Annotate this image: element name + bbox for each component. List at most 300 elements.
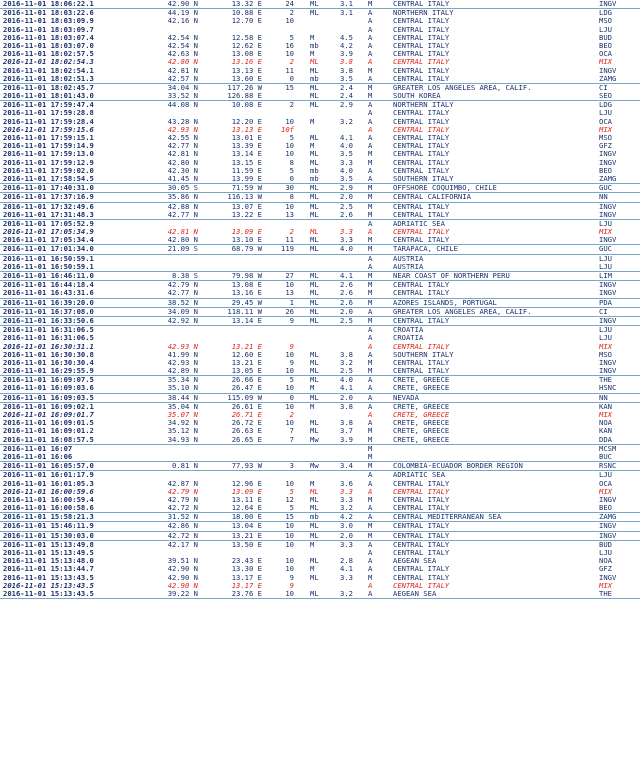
longitude: 13.11 E (231, 494, 262, 504)
magnitude-type: mb (310, 165, 319, 175)
automatic-revised-flag: A (368, 410, 373, 419)
magnitude-type: ML (310, 530, 319, 540)
region: CENTRAL ITALY (393, 116, 450, 126)
latitude: 42.90 N (167, 564, 198, 574)
event-datetime-link[interactable]: 2016-11-01 16:09:01.2 (3, 426, 94, 436)
depth: 119 (281, 244, 294, 254)
table-row (0, 255, 640, 263)
magnitude-type: ML (310, 57, 319, 67)
event-datetime-link[interactable]: 2016-11-01 18:02:57.5 (3, 49, 94, 59)
event-datetime-link[interactable]: 2016-11-01 16:39:20.0 (3, 297, 94, 307)
region: NEAR COAST OF NORTHERN PERU (393, 271, 510, 280)
latitude: 42.93 N (167, 341, 198, 351)
event-datetime-link[interactable]: 2016-11-01 16:31:06.5 (3, 333, 94, 343)
magnitude-type: ML (310, 297, 319, 307)
depth: 10 (285, 201, 294, 211)
event-datetime-link[interactable]: 2016-11-01 15:58:21.3 (3, 512, 94, 522)
latitude: 42.93 N (167, 124, 198, 134)
event-group (0, 394, 640, 403)
agency: LJU (599, 333, 612, 343)
event-datetime-link[interactable]: 2016-11-01 18:03:07.4 (3, 32, 94, 42)
table-row (0, 26, 640, 34)
automatic-revised-flag: A (368, 512, 373, 522)
longitude: 13.39 E (231, 141, 262, 151)
event-datetime-link[interactable]: 2016-11-01 16:29:55.9 (3, 366, 94, 376)
region: AUSTRIA (393, 253, 424, 263)
event-datetime-link[interactable]: 2016-11-01 15:13:43.5 (3, 572, 94, 582)
region: CENTRAL CALIFORNIA (393, 192, 471, 202)
magnitude-type: ML (310, 357, 319, 367)
magnitude: 3.5 (340, 73, 353, 83)
latitude: 42.30 N (167, 165, 198, 175)
automatic-revised-flag: A (368, 8, 373, 18)
event-group (0, 376, 640, 393)
event-group (0, 522, 640, 531)
table-row (0, 462, 640, 470)
region: CENTRAL ITALY (393, 548, 450, 557)
table-row (0, 343, 640, 351)
depth: 10 (285, 49, 294, 59)
automatic-revised-flag: A (368, 57, 373, 67)
magnitude-type: ML (310, 486, 319, 496)
magnitude-type: ML (310, 280, 319, 290)
magnitude: 3.3 (340, 486, 353, 496)
magnitude: 4.0 (340, 165, 353, 175)
automatic-revised-flag: M (368, 271, 373, 280)
longitude: 12.62 E (231, 40, 262, 50)
agency: MCSM (599, 443, 617, 453)
longitude: 13.30 E (231, 564, 262, 574)
agency: INGV (599, 572, 617, 582)
automatic-revised-flag: A (368, 580, 373, 590)
automatic-revised-flag: M (368, 451, 373, 461)
magnitude-type: ML (310, 588, 319, 598)
magnitude-type: mb (310, 173, 319, 183)
event-datetime-link[interactable]: 2016-11-01 17:40:31.0 (3, 183, 94, 193)
automatic-revised-flag: A (368, 470, 373, 480)
latitude: 35.12 N (167, 426, 198, 436)
depth: 12 (285, 494, 294, 504)
event-group (0, 308, 640, 317)
latitude: 0.81 N (172, 461, 198, 471)
event-datetime-link[interactable]: 2016-11-01 15:13:48.0 (3, 556, 94, 566)
depth: 9 (289, 357, 294, 367)
table-row (0, 541, 640, 549)
event-datetime-link[interactable]: 2016-11-01 16:09:07.5 (3, 375, 94, 385)
longitude: 13.14 E (231, 149, 262, 159)
depth: 0 (289, 392, 294, 402)
agency: MIX (599, 410, 612, 419)
table-row (0, 175, 640, 183)
region: CRETE, GREECE (393, 410, 450, 419)
table-row (0, 101, 640, 109)
latitude: 44.08 N (167, 100, 198, 110)
automatic-revised-flag: M (368, 426, 373, 436)
region: CROATIA (393, 325, 424, 335)
event-datetime-link[interactable]: 2016-11-01 15:46:11.9 (3, 521, 94, 531)
depth: 10 (285, 556, 294, 566)
longitude: 26.65 E (231, 434, 262, 444)
magnitude: 3.3 (340, 572, 353, 582)
region: CENTRAL ITALY (393, 357, 450, 367)
agency: LJU (599, 218, 612, 228)
event-datetime-link[interactable]: 2016-11-01 17:59:15.6 (3, 124, 94, 134)
event-datetime-link[interactable]: 2016-11-01 18:03:09.7 (3, 24, 94, 34)
event-datetime-link[interactable]: 2016-11-01 17:05:52.9 (3, 218, 94, 228)
magnitude: 3.9 (340, 434, 353, 444)
automatic-revised-flag: A (368, 392, 373, 402)
automatic-revised-flag: M (368, 65, 373, 75)
depth: 10 (285, 478, 294, 488)
table-row (0, 308, 640, 316)
magnitude: 3.8 (340, 65, 353, 75)
event-datetime-link[interactable]: 2016-11-01 18:01:43.0 (3, 91, 94, 101)
latitude: 34.09 N (167, 306, 198, 316)
magnitude: 2.5 (340, 201, 353, 211)
event-datetime-link[interactable]: 2016-11-01 15:13:49.8 (3, 539, 94, 549)
event-datetime-link[interactable]: 2016-11-01 17:32:49.6 (3, 201, 94, 211)
magnitude-type: ML (310, 227, 319, 237)
automatic-revised-flag: A (368, 49, 373, 59)
magnitude-type: ML (310, 494, 319, 504)
region: AEGEAN SEA (393, 556, 437, 566)
automatic-revised-flag: M (368, 434, 373, 444)
region: NORTHERN ITALY (393, 8, 454, 18)
region: CENTRAL ITALY (393, 108, 450, 118)
region: CRETE, GREECE (393, 375, 450, 385)
event-datetime-link[interactable]: 2016-11-01 17:59:12.9 (3, 157, 94, 167)
automatic-revised-flag: A (368, 124, 373, 134)
event-datetime-link[interactable]: 2016-11-01 15:30:03.0 (3, 530, 94, 540)
latitude: 42.81 N (167, 65, 198, 75)
region: COLOMBIA-ECUADOR BORDER REGION (393, 461, 523, 471)
event-group (0, 299, 640, 308)
agency: CI (599, 82, 608, 92)
event-datetime-link[interactable]: 2016-11-01 16:30:31.1 (3, 341, 94, 351)
magnitude-type: ML (310, 349, 319, 359)
agency: INGV (599, 280, 617, 290)
table-row (0, 272, 640, 280)
event-datetime-link[interactable]: 2016-11-01 16:31:06.5 (3, 325, 94, 335)
event-group (0, 245, 640, 254)
latitude: 42.79 N (167, 280, 198, 290)
magnitude-type: ML (310, 426, 319, 436)
event-datetime-link[interactable]: 2016-11-01 16:30:30.8 (3, 349, 94, 359)
magnitude-type: ML (310, 306, 319, 316)
event-datetime-link[interactable]: 2016-11-01 15:13:43.5 (3, 580, 94, 590)
table-row (0, 496, 640, 504)
table-row (0, 92, 640, 100)
event-group (0, 193, 640, 202)
agency: BEO (599, 40, 612, 50)
table-row (0, 42, 640, 50)
depth: 7 (289, 426, 294, 436)
depth: 5 (289, 486, 294, 496)
event-datetime-link[interactable]: 2016-11-01 17:59:02.0 (3, 165, 94, 175)
event-datetime-link[interactable]: 2016-11-01 16:43:31.6 (3, 288, 94, 298)
event-datetime-link[interactable]: 2016-11-01 16:06 (3, 451, 73, 461)
event-datetime-link[interactable]: 2016-11-01 18:03:22.6 (3, 8, 94, 18)
magnitude-type: M (310, 32, 315, 42)
region: CRETE, GREECE (393, 434, 450, 444)
depth: 1 (289, 297, 294, 307)
magnitude-type: ML (310, 82, 319, 92)
latitude: 42.79 N (167, 486, 198, 496)
agency: MIX (599, 227, 612, 237)
depth: 10 (285, 530, 294, 540)
event-datetime-link[interactable]: 2016-11-01 18:06:22.1 (3, 0, 94, 8)
event-datetime-link[interactable]: 2016-11-01 15:13:49.5 (3, 548, 94, 557)
event-datetime-link[interactable]: 2016-11-01 16:33:50.6 (3, 315, 94, 325)
event-datetime-link[interactable]: 2016-11-01 17:59:13.0 (3, 149, 94, 159)
latitude: 42.77 N (167, 288, 198, 298)
magnitude: 3.8 (340, 57, 353, 67)
longitude: 13.05 E (231, 366, 262, 376)
magnitude-type: ML (310, 100, 319, 110)
event-datetime-link[interactable]: 2016-11-01 16:01:05.3 (3, 478, 94, 488)
longitude: 126.88 E (227, 91, 262, 101)
event-datetime-link[interactable]: 2016-11-01 16:30:30.4 (3, 357, 94, 367)
event-datetime-link[interactable]: 2016-11-01 16:08:57.5 (3, 434, 94, 444)
region: CENTRAL ITALY (393, 141, 450, 151)
region: CENTRAL ITALY (393, 280, 450, 290)
region: CENTRAL MEDITERRANEAN SEA (393, 512, 502, 522)
longitude: 10.08 E (231, 100, 262, 110)
depth: 7 (289, 434, 294, 444)
event-datetime-link[interactable]: 2016-11-01 17:59:47.4 (3, 100, 94, 110)
magnitude: 2.4 (340, 91, 353, 101)
latitude: 38.44 N (167, 392, 198, 402)
region: ADRIATIC SEA (393, 218, 445, 228)
event-group (0, 513, 640, 522)
latitude: 42.16 N (167, 16, 198, 26)
agency: INGV (599, 0, 617, 8)
latitude: 42.81 N (167, 149, 198, 159)
depth: 26 (285, 306, 294, 316)
automatic-revised-flag: M (368, 91, 373, 101)
agency: INGV (599, 209, 617, 219)
event-datetime-link[interactable]: 2016-11-01 16:00:59.6 (3, 486, 94, 496)
latitude: 42.57 N (167, 73, 198, 83)
table-row (0, 159, 640, 167)
region: NEVADA (393, 392, 419, 402)
table-row (0, 367, 640, 375)
latitude: 42.88 N (167, 201, 198, 211)
region: CRETE, GREECE (393, 383, 450, 393)
event-datetime-link[interactable]: 2016-11-01 16:09:02.1 (3, 401, 94, 411)
depth: 3 (289, 461, 294, 471)
table-row (0, 0, 640, 8)
automatic-revised-flag: A (368, 548, 373, 557)
agency: LIM (599, 271, 612, 280)
magnitude-type: ML (310, 271, 319, 280)
event-datetime-link[interactable]: 2016-11-01 17:59:28.4 (3, 116, 94, 126)
agency: INGV (599, 530, 617, 540)
agency: NOA (599, 556, 612, 566)
agency: INGV (599, 494, 617, 504)
depth: 15 (285, 82, 294, 92)
magnitude-type: ML (310, 65, 319, 75)
event-datetime-link[interactable]: 2016-11-01 18:03:09.9 (3, 16, 94, 26)
automatic-revised-flag: A (368, 173, 373, 183)
region: AZORES ISLANDS, PORTUGAL (393, 297, 497, 307)
event-datetime-link[interactable]: 2016-11-01 17:59:28.8 (3, 108, 94, 118)
depth: 30 (285, 183, 294, 193)
event-datetime-link[interactable]: 2016-11-01 16:00:59.4 (3, 494, 94, 504)
agency: ZAMG (599, 73, 617, 83)
event-datetime-link[interactable]: 2016-11-01 17:59:14.9 (3, 141, 94, 151)
longitude: 13.04 E (231, 521, 262, 531)
table-row (0, 590, 640, 598)
automatic-revised-flag: A (368, 133, 373, 142)
event-datetime-link[interactable]: 2016-11-01 17:31:48.3 (3, 209, 94, 219)
longitude: 13.16 E (231, 57, 262, 67)
table-row (0, 203, 640, 211)
event-group (0, 9, 640, 84)
agency: INGV (599, 201, 617, 211)
automatic-revised-flag: M (368, 572, 373, 582)
region: CENTRAL ITALY (393, 503, 450, 513)
magnitude-type: ML (310, 288, 319, 298)
latitude: 42.77 N (167, 209, 198, 219)
magnitude: 2.9 (340, 183, 353, 193)
depth: 2 (289, 57, 294, 67)
agency: LJU (599, 108, 612, 118)
region: CENTRAL ITALY (393, 57, 450, 67)
agency: MIX (599, 580, 612, 590)
agency: INGV (599, 157, 617, 167)
magnitude-type: mb (310, 512, 319, 522)
latitude: 42.93 N (167, 357, 198, 367)
longitude: 13.08 E (231, 49, 262, 59)
region: CENTRAL ITALY (393, 315, 450, 325)
event-group (0, 0, 640, 9)
longitude: 79.98 W (231, 271, 262, 280)
event-datetime-link[interactable]: 2016-11-01 16:09:01.5 (3, 418, 94, 428)
automatic-revised-flag: M (368, 315, 373, 325)
event-datetime-link[interactable]: 2016-11-01 16:37:08.0 (3, 306, 94, 316)
event-datetime-link[interactable]: 2016-11-01 17:05:34.4 (3, 235, 94, 245)
magnitude-type: M (310, 141, 315, 151)
magnitude: 3.5 (340, 173, 353, 183)
event-datetime-link[interactable]: 2016-11-01 16:09:01.7 (3, 410, 94, 419)
magnitude: 2.8 (340, 556, 353, 566)
magnitude: 4.0 (340, 141, 353, 151)
longitude: 13.10 E (231, 235, 262, 245)
event-datetime-link[interactable]: 2016-11-01 17:58:54.5 (3, 173, 94, 183)
automatic-revised-flag: A (368, 40, 373, 50)
automatic-revised-flag: A (368, 401, 373, 411)
region: CENTRAL ITALY (393, 580, 450, 590)
agency: MSO (599, 16, 612, 26)
longitude: 12.96 E (231, 478, 262, 488)
automatic-revised-flag: A (368, 116, 373, 126)
longitude: 11.59 E (231, 165, 262, 175)
event-datetime-link[interactable]: 2016-11-01 17:01:34.0 (3, 244, 94, 254)
agency: PDA (599, 297, 612, 307)
event-datetime-link[interactable]: 2016-11-01 16:50:59.1 (3, 253, 94, 263)
event-datetime-link[interactable]: 2016-11-01 17:59:15.1 (3, 133, 94, 142)
event-datetime-link[interactable]: 2016-11-01 17:37:16.9 (3, 192, 94, 202)
agency: THE (599, 588, 612, 598)
latitude: 39.51 N (167, 556, 198, 566)
agency: NN (599, 192, 608, 202)
event-datetime-link[interactable]: 2016-11-01 16:09:03.5 (3, 392, 94, 402)
longitude: 71.59 W (231, 183, 262, 193)
event-datetime-link[interactable]: 2016-11-01 15:13:44.7 (3, 564, 94, 574)
table-row (0, 351, 640, 359)
magnitude-type: ML (310, 315, 319, 325)
depth: 10 (285, 116, 294, 126)
event-datetime-link[interactable]: 2016-11-01 16:01:17.9 (3, 470, 94, 480)
event-group (0, 532, 640, 541)
magnitude: 3.8 (340, 418, 353, 428)
region: CENTRAL ITALY (393, 133, 450, 142)
longitude: 26.72 E (231, 418, 262, 428)
agency: OCA (599, 49, 612, 59)
event-datetime-link[interactable]: 2016-11-01 15:13:43.5 (3, 588, 94, 598)
longitude: 77.93 W (231, 461, 262, 471)
automatic-revised-flag: A (368, 325, 373, 335)
event-datetime-link[interactable]: 2016-11-01 16:46:11.0 (3, 271, 94, 280)
latitude: 42.90 N (167, 0, 198, 8)
region: CENTRAL ITALY (393, 0, 450, 8)
latitude: 42.81 N (167, 227, 198, 237)
longitude: 13.17 E (231, 572, 262, 582)
region: ADRIATIC SEA (393, 470, 445, 480)
depth: 10 (285, 349, 294, 359)
magnitude: 3.8 (340, 401, 353, 411)
agency: RSNC (599, 461, 617, 471)
magnitude: 4.2 (340, 40, 353, 50)
event-datetime-link[interactable]: 2016-11-01 18:02:54.1 (3, 65, 94, 75)
region: SOUTHERN ITALY (393, 349, 454, 359)
agency: INGV (599, 521, 617, 531)
event-datetime-link[interactable]: 2016-11-01 16:07 (3, 443, 73, 453)
latitude: 35.34 N (167, 375, 198, 385)
longitude: 13.09 E (231, 486, 262, 496)
event-datetime-link[interactable]: 2016-11-01 18:02:51.3 (3, 73, 94, 83)
event-datetime-link[interactable]: 2016-11-01 16:09:03.6 (3, 383, 94, 393)
magnitude: 3.4 (340, 461, 353, 471)
event-datetime-link[interactable]: 2016-11-01 16:00:58.6 (3, 503, 94, 513)
longitude: 12.70 E (231, 16, 262, 26)
event-datetime-link[interactable]: 2016-11-01 16:05:57.0 (3, 461, 94, 471)
table-row (0, 134, 640, 142)
automatic-revised-flag: A (368, 24, 373, 34)
automatic-revised-flag: M (368, 443, 373, 453)
event-datetime-link[interactable]: 2016-11-01 18:02:45.7 (3, 82, 94, 92)
magnitude: 4.0 (340, 375, 353, 385)
event-datetime-link[interactable]: 2016-11-01 18:03:07.0 (3, 40, 94, 50)
longitude: 13.17 E (231, 580, 262, 590)
magnitude: 2.5 (340, 315, 353, 325)
depth: 10f (281, 124, 294, 134)
region: CENTRAL ITALY (393, 157, 450, 167)
event-datetime-link[interactable]: 2016-11-01 18:02:54.3 (3, 57, 94, 67)
longitude: 13.13 E (231, 65, 262, 75)
magnitude: 2.4 (340, 82, 353, 92)
automatic-revised-flag: A (368, 556, 373, 566)
automatic-revised-flag: M (368, 201, 373, 211)
event-datetime-link[interactable]: 2016-11-01 16:44:18.4 (3, 280, 94, 290)
event-datetime-link[interactable]: 2016-11-01 17:05:34.9 (3, 227, 94, 237)
latitude: 42.80 N (167, 157, 198, 167)
agency: INGV (599, 65, 617, 75)
depth: 10 (285, 539, 294, 549)
event-datetime-link[interactable]: 2016-11-01 16:50:59.1 (3, 261, 94, 271)
magnitude-type: M (310, 564, 315, 574)
